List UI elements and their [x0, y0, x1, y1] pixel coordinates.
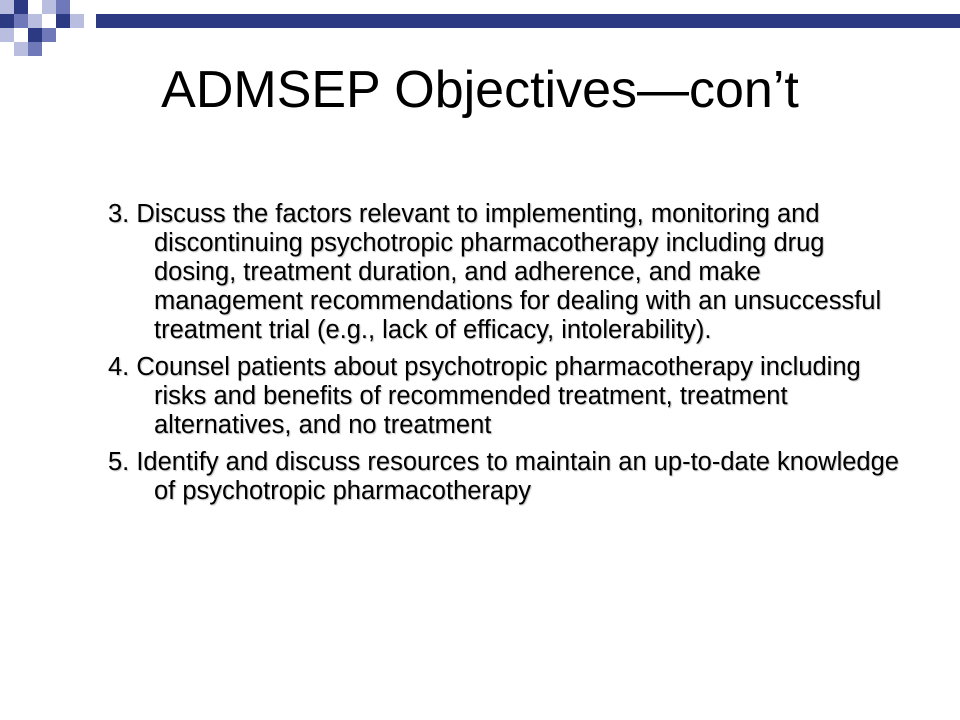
slide-title: ADMSEP Objectives—con’t [161, 61, 799, 119]
corner-square [14, 0, 28, 14]
objective-item: 3. Discuss the factors relevant to implementing, monitoring and discontinuing psychotropic pharmacotherapy including drug dosing, treatment duration, and adherence, and make management recommendations for dealing with an unsuccessful treatment trial (e.g., lack of efficacy, intolerability). [108, 200, 882, 344]
corner-square [14, 14, 28, 28]
corner-square [56, 0, 70, 14]
corner-square [42, 28, 56, 42]
objectives-list [108, 200, 908, 514]
corner-square [28, 14, 42, 28]
corner-square [14, 42, 28, 56]
corner-square [28, 28, 42, 42]
corner-square [0, 14, 14, 28]
corner-square [0, 28, 14, 42]
corner-square [0, 0, 14, 14]
objective-item: 5. Identify and discuss resources to maintain an up-to-date knowledge of psychotropic pharmacotherapy [108, 448, 899, 505]
corner-square [70, 14, 84, 28]
corner-square [28, 42, 42, 56]
header-accent-bar [96, 14, 960, 28]
corner-square [42, 0, 56, 14]
objective-item: 4. Counsel patients about psychotropic pharmacotherapy including risks and benefits of recommended treatment, treatment alternatives, and no treatment [108, 353, 861, 439]
corner-square [56, 14, 70, 28]
